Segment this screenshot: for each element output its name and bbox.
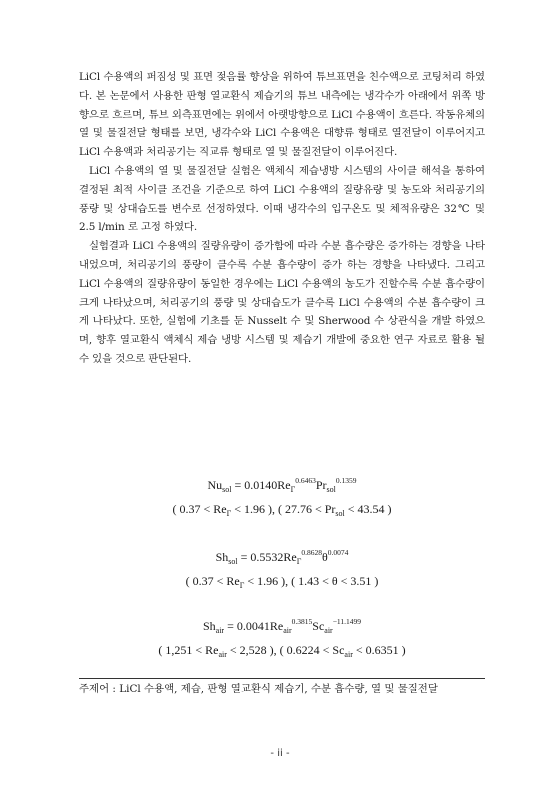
- keywords-divider: [79, 678, 485, 679]
- equation-range: ( $0.37 < Re_\Gamma < 1.96$ ), ( 1.43 < θ < 3.51 ): [185, 574, 379, 590]
- paragraph-2: LiCl 수용액의 열 및 물질전달 실험은 액체식 제습냉방 시스템의 사이클 해석을 통하여 결정된 최적 사이클 조건을 기준으로 하여 LiCl 수용액의 질량유량 및 농도와 처리공기의 풍량 및 상대습도를 변수로 선정하였다. 이때 냉각수의 입구온도 및 체적유량은 32℃ 및 2.5 l/min 로 고정 하였다.: [79, 164, 485, 234]
- equation-range: ( $1,251 < Re_{air} < 2,528$ ), ( $0.6224 < Sc_{air} < 0.6351$ ): [158, 643, 406, 659]
- paragraph-3: 실험결과 LiCl 수용액의 질량유량이 증가함에 따라 수분 흡수량은 증가하는 경향을 나타내었으며, 처리공기의 풍량이 클수록 수분 흡수량이 증가 하는 경향을 나타냈다. 그리고 LiCl 수용액의 질량유량이 동일한 경우에는 LiCl 수용액의 농도가 진할수록 수분 흡수량이 크게 나타났으며, 처리공기의 풍량 및 상대습도가 클수록 LiCl 수용액의 수분 흡수량이 크게 나타났다. 또한, 실험에 기초를 둔 Nusselt 수 및 Sherwood 수 상관식을 개발 하였으며, 향후 열교환식 액체식 제습 냉방 시스템 및 제습기 개발에 중요한 연구 자료로 활용 될 수 있을 것으로 판단된다.: [79, 240, 485, 365]
- equation-main: $Sh_{sol} = 0.5532Re_\Gamma^{0.8628}\theta^{0.0074}$: [215, 548, 349, 566]
- equation-main: $Nu_{sol} = 0.0140Re_\Gamma^{0.6463}Pr_{sol}^{0.1359}$: [207, 476, 357, 494]
- sherwood-air-correlation: [79, 618, 485, 658]
- page-number: - ii -: [270, 748, 290, 759]
- sherwood-solution-correlation: [79, 549, 485, 589]
- keywords-line: 주제어 : LiCl 수용액, 제습, 판형 열교환식 제습기, 수분 흡수량, 열 및 물질전달: [79, 683, 438, 695]
- equation-range: ( $0.37 < Re_\Gamma < 1.96$ ), ( $27.76 < Pr_{sol} < 43.54$ ): [172, 502, 392, 518]
- equation-main: $Sh_{air} = 0.0041Re_{air}^{0.3815}Sc_{air}^{-11.1499}$: [202, 617, 362, 635]
- abstract-body: [79, 68, 485, 369]
- paragraph-1: LiCl 수용액의 퍼짐성 및 표면 젖음률 향상을 위하여 튜브표면을 친수액으로 코팅처리 하였다. 본 논문에서 사용한 판형 열교환식 제습기의 튜브 내측에는 냉각수가 아래에서 위쪽 방향으로 흐르며, 튜브 외측표면에는 위에서 아랫방향으로 LiCl 수용액이 흐른다. 작동유체의 열 및 물질전달 형태를 보면, 냉각수와 LiCl 수용액은 대향류 형태로 열전달이 이루어지고 LiCl 수용액과 처리공기는 직교류 형태로 열 및 물질전달이 이루어진다.: [79, 71, 485, 159]
- nusselt-correlation: [79, 477, 485, 517]
